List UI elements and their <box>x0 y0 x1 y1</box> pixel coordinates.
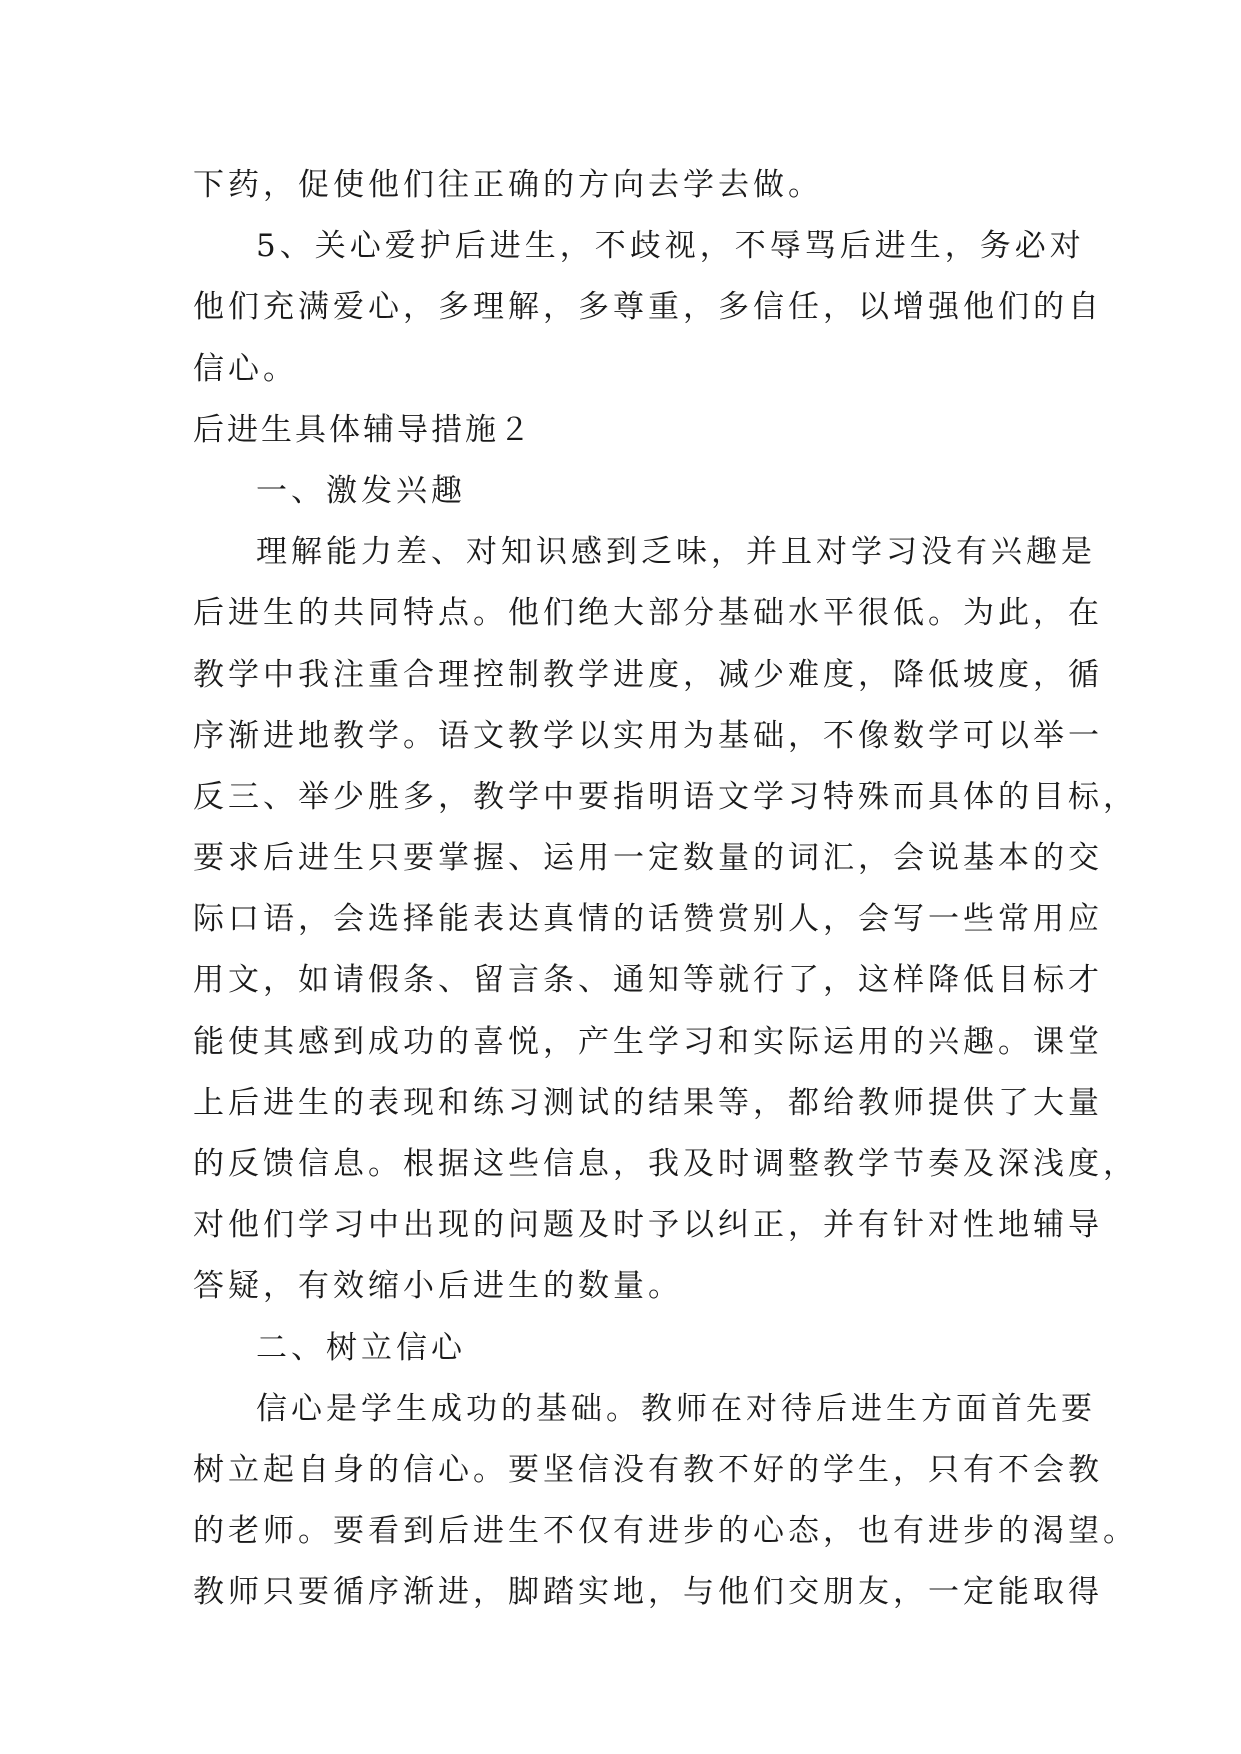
text-line: 能使其感到成功的喜悦，产生学习和实际运用的兴趣。课堂 <box>193 1023 1103 1060</box>
text-line: 上后进生的表现和练习测试的结果等，都给教师提供了大量 <box>193 1084 1103 1121</box>
text-line: 下药，促使他们往正确的方向去学去做。 <box>193 167 823 203</box>
text-line: 用文，如请假条、留言条、通知等就行了，这样降低目标才 <box>193 962 1103 999</box>
text-line: 反三、举少胜多，教学中要指明语文学习特殊而具体的目标， <box>193 778 1138 815</box>
document-page <box>193 155 1138 1624</box>
text-line: 信心。 <box>193 350 298 387</box>
section-title: 后进生具体辅导措施２ <box>193 411 533 448</box>
text-line: 教学中我注重合理控制教学进度，减少难度，降低坡度，循 <box>193 656 1103 693</box>
text-line: 序渐进地教学。语文教学以实用为基础，不像数学可以举一 <box>193 717 1103 754</box>
text-line: 的老师。要看到后进生不仅有进步的心态，也有进步的渴望。 <box>193 1513 1138 1550</box>
text-line: 对他们学习中出现的问题及时予以纠正，并有针对性地辅导 <box>193 1207 1103 1244</box>
paragraph-start: 信心是学生成功的基础。教师在对待后进生方面首先要 <box>256 1390 1096 1427</box>
subheading-interest: 一、激发兴趣 <box>256 472 466 509</box>
text-line: 他们充满爱心，多理解，多尊重，多信任，以增强他们的自 <box>193 289 1103 326</box>
text-line: 树立起自身的信心。要坚信没有教不好的学生，只有不会教 <box>193 1451 1103 1488</box>
text-line: 后进生的共同特点。他们绝大部分基础水平很低。为此，在 <box>193 595 1103 632</box>
text-line: 要求后进生只要掌握、运用一定数量的词汇，会说基本的交 <box>193 840 1103 877</box>
text-line: 际口语，会选择能表达真情的话赞赏别人，会写一些常用应 <box>193 901 1103 938</box>
text-line: 答疑，有效缩小后进生的数量。 <box>193 1268 683 1305</box>
text-line: 教师只要循序渐进，脚踏实地，与他们交朋友，一定能取得 <box>193 1574 1103 1611</box>
paragraph-start: 理解能力差、对知识感到乏味，并且对学习没有兴趣是 <box>256 534 1096 571</box>
list-item-5: 5、关心爱护后进生，不歧视，不辱骂后进生，务必对 <box>256 228 1085 265</box>
text-line: 的反馈信息。根据这些信息，我及时调整教学节奏及深浅度， <box>193 1146 1138 1182</box>
subheading-confidence: 二、树立信心 <box>256 1329 466 1366</box>
